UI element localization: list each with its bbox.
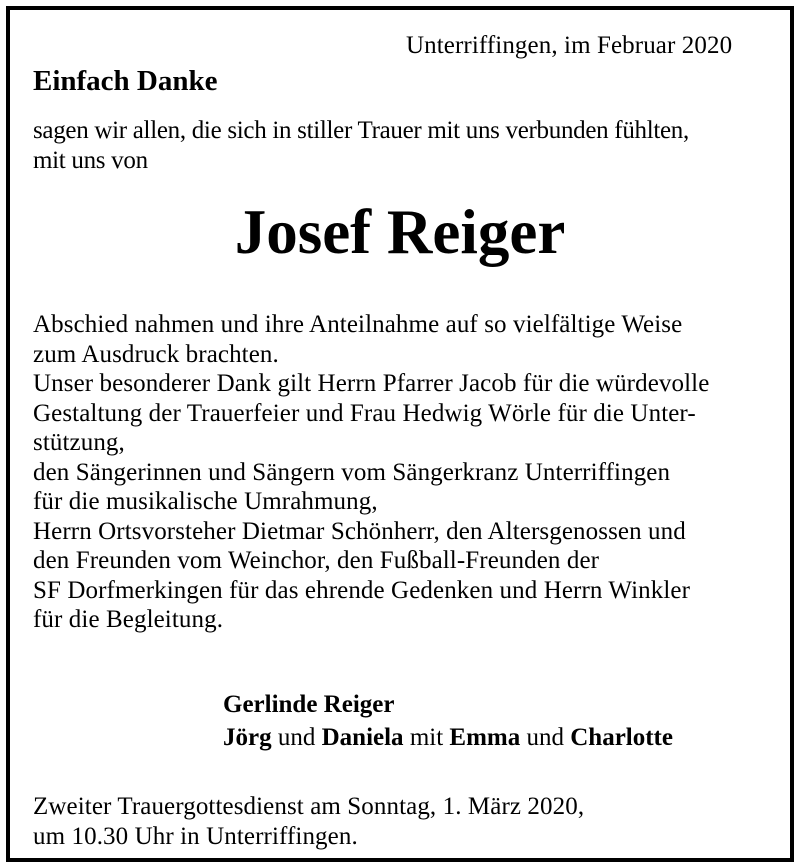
signature-name: Gerlinde Reiger: [223, 691, 395, 718]
body-line: Unser besonderer Dank gilt Herrn Pfarrer Jacob für die würdevolle: [33, 370, 710, 397]
body-line: den Sängerinnen und Sängern vom Sängerkranz Unterriffingen: [33, 458, 671, 486]
signature-name: Emma: [449, 724, 521, 751]
service-info: [33, 792, 584, 851]
signature-name: Charlotte: [570, 724, 673, 751]
intro-line: mit uns von: [33, 147, 148, 174]
body-line: Abschied nahmen und ihre Anteilnahme auf so vielfältige Weise: [33, 311, 683, 338]
service-line: um 10.30 Uhr in Unterriffingen.: [33, 822, 358, 850]
body-line: für die musikalische Umrahmung,: [33, 488, 378, 515]
deceased-name: Josef Reiger: [234, 197, 566, 267]
intro-line: sagen wir allen, die sich in stiller Trauer mit uns verbunden fühlten,: [33, 117, 689, 144]
signature-line-1: [223, 688, 673, 721]
signature-connector: mit: [409, 724, 444, 751]
body-line: den Freunden vom Weinchor, den Fußball-Freunden der: [33, 547, 600, 574]
body-line: zum Ausdruck brachten.: [33, 340, 279, 368]
body-line: SF Dorfmerkingen für das ehrende Gedenken und Herrn Winkler: [33, 576, 691, 604]
body-line: Herrn Ortsvorsteher Dietmar Schönherr, den Altersgenossen und: [33, 517, 686, 545]
place-date: Unterriffingen, im Februar 2020: [406, 32, 733, 59]
signature-name: Daniela: [321, 724, 404, 751]
intro-text: [33, 116, 689, 176]
body-line: für die Begleitung.: [33, 606, 224, 633]
notice-title: Einfach Danke: [33, 65, 218, 97]
signature-name: Jörg: [223, 724, 272, 751]
service-line: Zweiter Trauergottesdienst am Sonntag, 1. März 2020,: [33, 793, 585, 820]
body-line: stützung,: [33, 429, 125, 456]
notice-frame: [6, 6, 794, 862]
thanks-text: [33, 310, 709, 635]
signature-block: [223, 688, 673, 754]
signature-connector: und: [526, 724, 564, 751]
signature-line-2: [223, 721, 673, 754]
signature-connector: und: [277, 724, 316, 751]
body-line: Gestaltung der Trauerfeier und Frau Hedwig Wörle für die Unter-: [33, 399, 696, 427]
